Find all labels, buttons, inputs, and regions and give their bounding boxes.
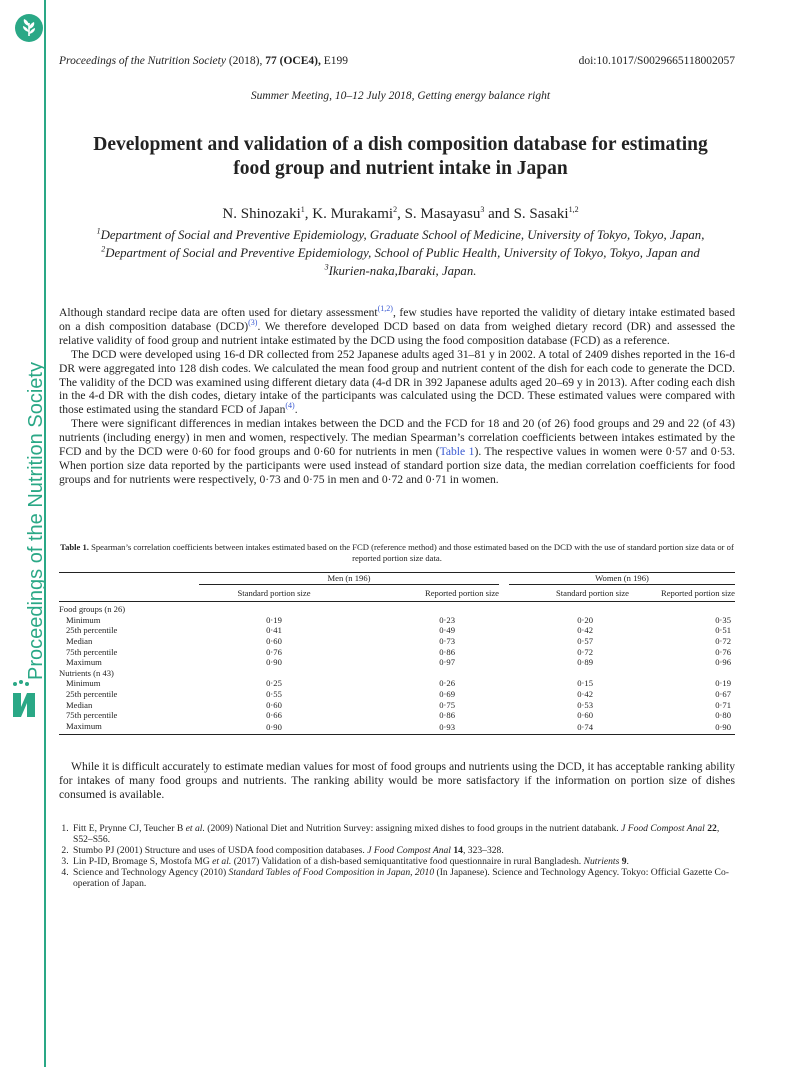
citation-link[interactable]: (4) bbox=[285, 401, 295, 411]
table-row bbox=[59, 657, 735, 668]
cell: 0·96 bbox=[715, 657, 731, 668]
row-label: Minimum bbox=[66, 614, 101, 625]
reference-item bbox=[71, 867, 735, 889]
p3-text-a: There were significant differences in median intakes between the DCD and the FCD for 18 and 20 (of 26) food groups and 29 and 22 (of 43) nutrients (including energy) in men and women, respectively. The median Spearman’s correlation coefficients between intakes estimated by the FCD and by the DCD were 0·60 for food groups and 0·60 for nutrients in men ( bbox=[59, 417, 735, 459]
meeting-line: Summer Meeting, 10–12 July 2018, Getting energy balance right bbox=[250, 90, 551, 102]
ref-text: Stumbo PJ (2001) Structure and uses of USDA food composition databases. bbox=[73, 845, 368, 856]
cell: 0·42 bbox=[577, 688, 593, 699]
p1-text-c: . We therefore developed DCD based on data from weighed dietary record (DR) and assessed the relative validity of food group and nutrient intake estimated by the DCD using the food composition database (FCD) as a reference. bbox=[59, 319, 735, 347]
author-2: K. Murakami bbox=[312, 206, 394, 222]
row-label: Maximum bbox=[66, 657, 102, 668]
cell: 0·72 bbox=[577, 646, 593, 657]
cell: 0·69 bbox=[439, 688, 455, 699]
sidebar-title-text: Proceedings of the Nutrition Society bbox=[25, 362, 47, 680]
cell: 0·93 bbox=[349, 721, 499, 735]
row-label: Median bbox=[66, 699, 93, 710]
author-1-sup: 1 bbox=[300, 205, 305, 214]
cell: 0·67 bbox=[715, 688, 731, 699]
ref-title: Standard Tables of Food Composition in Japan, 2010 bbox=[228, 867, 435, 878]
journal-name: Proceedings of the Nutrition Society bbox=[59, 55, 226, 67]
row-label: 25th percentile bbox=[66, 625, 118, 636]
ref-text: Science and Technology Agency (2010) bbox=[73, 867, 229, 878]
table-row bbox=[59, 710, 735, 721]
cell: 0·20 bbox=[577, 614, 593, 625]
ref-volume: 22 bbox=[704, 823, 717, 834]
author-list bbox=[0, 206, 801, 223]
abstract-body bbox=[59, 306, 735, 487]
ns-logo-icon bbox=[9, 679, 39, 719]
header-women-rep: Reported portion size bbox=[629, 584, 735, 602]
row-label: 25th percentile bbox=[66, 688, 118, 699]
row-label: Median bbox=[66, 635, 93, 646]
cell: 0·35 bbox=[715, 614, 731, 625]
row-label: Minimum bbox=[66, 678, 101, 689]
title-line-1: Development and validation of a dish composition database for estimating bbox=[93, 134, 708, 155]
author-1: N. Shinozaki bbox=[222, 206, 301, 222]
affil-2-sup: 2 bbox=[101, 244, 106, 254]
citation-link[interactable]: (3) bbox=[248, 318, 258, 328]
reference-list bbox=[57, 823, 735, 889]
affil-1-sup: 1 bbox=[96, 226, 101, 236]
running-header bbox=[59, 55, 735, 67]
header-women: Women (n 196) bbox=[509, 573, 735, 585]
cell: 0·25 bbox=[266, 678, 282, 689]
cell: 0·90 bbox=[629, 721, 735, 735]
cell: 0·97 bbox=[439, 657, 455, 668]
cell: 0·57 bbox=[577, 635, 593, 646]
affil-3: Ikurien-naka,Ibaraki, Japan. bbox=[328, 264, 477, 278]
row-label: 75th percentile bbox=[66, 710, 118, 721]
cell: 0·42 bbox=[577, 625, 593, 636]
ref-text: (2017) Validation of a dish-based semiquantitative food questionnaire in rural Bangladesh. bbox=[231, 856, 584, 867]
paragraph-2 bbox=[59, 348, 735, 418]
header-men-rep: Reported portion size bbox=[349, 584, 499, 602]
cell: 0·73 bbox=[439, 635, 455, 646]
cell: 0·89 bbox=[577, 657, 593, 668]
header-men: Men (n 196) bbox=[199, 573, 499, 585]
author-sep: , bbox=[304, 206, 309, 222]
cell: 0·75 bbox=[439, 699, 455, 710]
journal-volume: 77 (OCE4), bbox=[265, 55, 321, 67]
section-nutrients: Nutrients (n 43) bbox=[59, 667, 114, 678]
doi-link[interactable]: doi:10.1017/S0029665118002057 bbox=[578, 55, 735, 67]
ref-text: , S52–S56. bbox=[73, 823, 720, 845]
sidebar-journal-title bbox=[10, 345, 50, 725]
reference-item bbox=[71, 856, 735, 867]
table-caption-text: Spearman’s correlation coefficients between intakes estimated based on the FCD (reference method) and those estimated based on the DCD with the use of standard portion size data or of reported portion size data. bbox=[91, 542, 734, 563]
table-row bbox=[59, 700, 735, 711]
author-and: and bbox=[488, 206, 510, 222]
cell: 0·26 bbox=[439, 678, 455, 689]
p3-text-b: ). The respective values in women were 0·57 and 0·53. When portion size data reported by the participants were used instead of standard portion size data, the median correlation coefficients for food groups and for nutrients were respectively, 0·73 and 0·75 in men and 0·72 and 0·71 in women. bbox=[59, 445, 735, 486]
results-table bbox=[59, 572, 735, 735]
table-caption bbox=[59, 542, 735, 564]
cell: 0·76 bbox=[715, 646, 731, 657]
journal-year: (2018), bbox=[228, 55, 263, 67]
ref-text: Fitt E, Prynne CJ, Teucher B bbox=[73, 823, 186, 834]
cell: 0·66 bbox=[266, 710, 282, 721]
cell: 0·19 bbox=[715, 678, 731, 689]
cell: 0·55 bbox=[266, 688, 282, 699]
p1-text-a: Although standard recipe data are often used for dietary assessment bbox=[59, 306, 378, 319]
header-men-std: Standard portion size bbox=[199, 584, 349, 602]
p1-text-b: , few studies have reported the validity of dietary intake estimated based on a dish composition database (DCD) bbox=[59, 306, 735, 333]
cell: 0·86 bbox=[439, 710, 455, 721]
ref-text: (In Japanese). Science and Technology Agency. Tokyo: Official Gazette Co-operation of Japan. bbox=[73, 867, 729, 889]
cell: 0·72 bbox=[715, 635, 731, 646]
reference-item bbox=[71, 845, 735, 856]
cell: 0·15 bbox=[577, 678, 593, 689]
ref-text: et al. bbox=[185, 823, 205, 834]
author-3: S. Masayasu bbox=[404, 206, 481, 222]
p2-text-a: The DCD were developed using 16-d DR collected from 252 Japanese adults aged 31–81 y in 2002. A total of 2409 dishes reported in the 16-d DR were aggregated into 128 dish codes. We calculated the mean food group and nutrient content of the dish for each code to generate the DCD. The validity of the DCD was examined using different dietary data (4-d DR in 392 Japanese adults aged 20–69 y in 2013). After coding each dish in the 4-d DR with the dish codes, dietary intake of the participants was calculated using the DCD. These estimated values were compared with those estimated using the standard FCD of Japan bbox=[59, 347, 735, 417]
ref-text: , 323–328. bbox=[462, 845, 504, 856]
author-3-sup: 3 bbox=[480, 205, 485, 214]
cell: 0·60 bbox=[266, 635, 282, 646]
row-label: Maximum bbox=[59, 721, 199, 735]
cell: 0·19 bbox=[266, 614, 282, 625]
journal-page: E199 bbox=[323, 55, 348, 67]
paragraph-3 bbox=[59, 417, 735, 487]
cell: 0·23 bbox=[439, 614, 455, 625]
ref-journal: J Food Compost Anal bbox=[621, 823, 705, 834]
cell: 0·86 bbox=[439, 646, 455, 657]
author-4: S. Sasaki bbox=[513, 206, 569, 222]
cell: 0·90 bbox=[199, 721, 349, 735]
cell: 0·71 bbox=[715, 699, 731, 710]
cell: 0·90 bbox=[266, 657, 282, 668]
affiliations bbox=[40, 226, 761, 280]
affil-1: Department of Social and Preventive Epidemiology, Graduate School of Medicine, University of Tokyo, Tokyo, Japan, bbox=[100, 228, 705, 242]
title-line-2: food group and nutrient intake in Japan bbox=[233, 158, 568, 179]
author-4-sup: 1,2 bbox=[568, 205, 579, 214]
citation-link[interactable]: (1,2) bbox=[377, 304, 393, 314]
ref-text: . bbox=[626, 856, 629, 867]
table-row bbox=[59, 689, 735, 700]
table-row bbox=[59, 678, 735, 689]
ref-volume: 14 bbox=[450, 845, 463, 856]
table-row bbox=[59, 647, 735, 658]
table-link[interactable]: Table 1 bbox=[439, 445, 475, 459]
ref-text: et al. bbox=[212, 856, 232, 867]
ref-text: Lin P-ID, Bromage S, Mostofa MG bbox=[73, 856, 213, 867]
table-label: Table 1. bbox=[60, 542, 89, 552]
cell: 0·60 bbox=[577, 710, 593, 721]
cell: 0·49 bbox=[439, 625, 455, 636]
conclusion-paragraph: While it is difficult accurately to estimate median values for most of food groups and nutrients using the DCD, it has acceptable ranking ability for intakes of many food groups and nutrients. The ranking ability would be more satisfactory if the information on portion size of dishes consumed is available. bbox=[59, 760, 735, 801]
conclusion bbox=[59, 760, 735, 802]
author-sep: , bbox=[397, 206, 401, 222]
row-label: 75th percentile bbox=[66, 646, 118, 657]
ref-journal: J Food Compost Anal bbox=[367, 845, 451, 856]
cell: 0·60 bbox=[266, 699, 282, 710]
ref-journal: Nutrients bbox=[583, 856, 620, 867]
cell: 0·41 bbox=[266, 625, 282, 636]
cell: 0·53 bbox=[577, 699, 593, 710]
society-leaf-icon bbox=[15, 14, 43, 42]
table-row bbox=[59, 636, 735, 647]
cell: 0·80 bbox=[715, 710, 731, 721]
paragraph-1 bbox=[59, 306, 735, 348]
cell: 0·74 bbox=[509, 721, 629, 735]
author-2-sup: 2 bbox=[393, 205, 398, 214]
reference-item bbox=[71, 823, 735, 845]
table-row bbox=[59, 721, 735, 735]
cell: 0·51 bbox=[715, 625, 731, 636]
table-row bbox=[59, 615, 735, 626]
affil-2: Department of Social and Preventive Epidemiology, School of Public Health, University of Tokyo, Tokyo, Japan and bbox=[105, 246, 700, 260]
section-food-groups: Food groups (n 26) bbox=[59, 604, 126, 615]
ref-text: (2009) National Diet and Nutrition Survey: assigning mixed dishes to food groups in the nutrient databank. bbox=[204, 823, 622, 834]
cell: 0·76 bbox=[266, 646, 282, 657]
header-women-std: Standard portion size bbox=[509, 584, 629, 602]
article-title bbox=[40, 133, 761, 181]
p2-text-b: . bbox=[294, 403, 298, 417]
ref-volume: 9 bbox=[619, 856, 627, 867]
affil-3-sup: 3 bbox=[324, 262, 329, 272]
table-row bbox=[59, 625, 735, 636]
